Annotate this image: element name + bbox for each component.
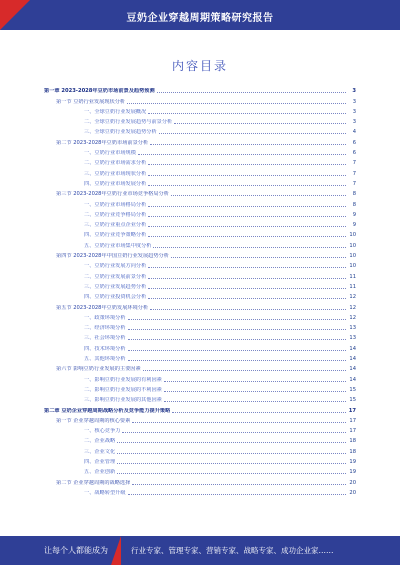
toc-leader-dots xyxy=(171,195,346,196)
toc-entry-label: 第一节 豆奶行业发展现状分析 xyxy=(56,98,126,105)
toc-entry-page: 18 xyxy=(349,438,356,445)
toc-entry[interactable] xyxy=(44,218,356,228)
toc-entry[interactable] xyxy=(44,166,356,176)
toc-entry-label: 第二节 2023-2028年豆奶市场前景分析 xyxy=(56,139,149,146)
toc-entry-page: 14 xyxy=(349,356,356,363)
toc-entry-page: 3 xyxy=(352,119,356,126)
toc-leader-dots xyxy=(128,329,346,330)
toc-leader-dots xyxy=(148,267,346,268)
toc-leader-dots xyxy=(157,92,346,93)
toc-leader-dots xyxy=(171,257,346,258)
toc-entry-page: 8 xyxy=(352,191,356,198)
toc-entry-label: 一、豆奶行业市场规模 xyxy=(84,150,136,157)
toc-entry-page: 6 xyxy=(352,139,356,146)
toc-entry-page: 9 xyxy=(352,211,356,218)
toc-leader-dots xyxy=(150,309,346,310)
toc-entry-label: 第一章 2023-2028年豆奶市场前景及趋势预测 xyxy=(44,88,155,95)
toc-leader-dots xyxy=(150,144,346,145)
toc-entry-label: 一、核心竞争力 xyxy=(84,428,121,435)
toc-entry-label: 第二章 豆奶企业穿越周期战略分析及竞争能力提升策略 xyxy=(44,407,171,414)
footer-red-divider xyxy=(111,536,121,565)
toc-entry-label: 二、全球豆奶行业发展趋势与前景分析 xyxy=(84,119,173,126)
toc-entry-label: 三、豆奶行业市场现状分析 xyxy=(84,170,147,177)
toc-entry-label: 四、豆奶行业市场发展分析 xyxy=(84,180,147,187)
toc-entry-page: 20 xyxy=(349,479,356,486)
page-header xyxy=(0,0,400,30)
toc-entry-page: 7 xyxy=(352,180,356,187)
toc-entry-label: 第六节 影响豆奶行业发展的主要因素 xyxy=(56,366,141,373)
toc-leader-dots xyxy=(148,113,346,114)
toc-entry-label: 三、影响豆奶行业发展的其他因素 xyxy=(84,397,162,404)
toc-leader-dots xyxy=(159,133,346,134)
toc-leader-dots xyxy=(128,319,346,320)
toc-entry[interactable] xyxy=(44,455,356,465)
toc-leader-dots xyxy=(117,442,346,443)
toc-entry-label: 四、豆奶行业投资机会分析 xyxy=(84,294,147,301)
toc-entry[interactable] xyxy=(44,115,356,125)
toc-leader-dots xyxy=(143,370,346,371)
toc-leader-dots xyxy=(148,226,346,227)
toc-leader-dots xyxy=(164,391,346,392)
toc-entry-label: 二、豆奶行业竞争格局分析 xyxy=(84,211,147,218)
toc-leader-dots xyxy=(172,412,346,413)
toc-entry-label: 五、豆奶行业市场集中度分析 xyxy=(84,242,152,249)
toc-leader-dots xyxy=(148,175,346,176)
toc-entry-label: 五、企业创新 xyxy=(84,469,116,476)
toc-leader-dots xyxy=(148,278,346,279)
toc-entry[interactable] xyxy=(44,249,356,259)
toc-entry-label: 三、豆奶行业重点企业分析 xyxy=(84,222,147,229)
toc-entry[interactable] xyxy=(44,84,356,94)
toc-leader-dots xyxy=(122,432,346,433)
toc-entry-page: 12 xyxy=(349,294,356,301)
toc-leader-dots xyxy=(117,473,346,474)
toc-entry-page: 3 xyxy=(352,88,356,95)
toc-leader-dots xyxy=(148,298,346,299)
toc-entry-page: 10 xyxy=(349,242,356,249)
toc-entry-label: 二、豆奶行业市场需求分析 xyxy=(84,160,147,167)
toc-entry-page: 9 xyxy=(352,222,356,229)
toc-entry[interactable] xyxy=(44,300,356,310)
toc-entry-page: 17 xyxy=(349,428,356,435)
toc-leader-dots xyxy=(148,236,346,237)
toc-entry-page: 10 xyxy=(349,253,356,260)
toc-entry-page: 11 xyxy=(349,273,356,280)
toc-entry[interactable] xyxy=(44,475,356,485)
toc-leader-dots xyxy=(132,422,346,423)
toc-entry[interactable] xyxy=(44,465,356,475)
toc-entry-label: 一、豆奶行业发展方向分析 xyxy=(84,263,147,270)
toc-entry[interactable] xyxy=(44,177,356,187)
toc-entry-label: 一、战略转型升级 xyxy=(84,489,126,496)
toc-entry[interactable] xyxy=(44,372,356,382)
toc-entry-label: 四、技术环境分析 xyxy=(84,345,126,352)
toc-entry-label: 第五节 2023-2028年豆奶发展环境分析 xyxy=(56,304,149,311)
toc-entry-label: 二、豆奶行业发展前景分析 xyxy=(84,273,147,280)
toc-entry[interactable] xyxy=(44,362,356,372)
toc-leader-dots xyxy=(148,288,346,289)
toc-entry-label: 一、政策环境分析 xyxy=(84,314,126,321)
toc-entry-page: 8 xyxy=(352,201,356,208)
toc-entry[interactable] xyxy=(44,393,356,403)
toc-entry-label: 四、企业管理 xyxy=(84,458,116,465)
toc-entry-label: 第一节 企业穿越周期的核心要素 xyxy=(56,417,131,424)
table-of-contents xyxy=(44,84,356,496)
toc-leader-dots xyxy=(164,381,346,382)
toc-entry-page: 3 xyxy=(352,108,356,115)
toc-entry[interactable] xyxy=(44,403,356,413)
toc-leader-dots xyxy=(148,164,346,165)
toc-entry-page: 7 xyxy=(352,160,356,167)
toc-entry[interactable] xyxy=(44,321,356,331)
footer-roles: 行业专家、管理专家、营销专家、战略专家、成功企业家…… xyxy=(131,546,334,555)
toc-entry-label: 三、豆奶行业发展趋势分析 xyxy=(84,283,147,290)
toc-entry[interactable] xyxy=(44,146,356,156)
toc-leader-dots xyxy=(148,185,346,186)
toc-entry-page: 10 xyxy=(349,232,356,239)
toc-leader-dots xyxy=(128,339,346,340)
toc-entry-page: 4 xyxy=(352,129,356,136)
report-title: 豆奶企业穿越周期策略研究报告 xyxy=(126,13,274,24)
toc-entry-page: 19 xyxy=(349,469,356,476)
toc-entry-label: 第二节 企业穿越周期的战略选择 xyxy=(56,479,131,486)
toc-entry-label: 一、影响豆奶行业发展的有利因素 xyxy=(84,376,162,383)
toc-title: 内容目录 xyxy=(171,59,228,73)
toc-entry[interactable] xyxy=(44,280,356,290)
toc-entry-page: 15 xyxy=(349,397,356,404)
toc-entry-page: 12 xyxy=(349,304,356,311)
toc-entry-page: 3 xyxy=(352,98,356,105)
toc-entry-label: 第三节 2023-2028年豆奶行业市场竞争格局分析 xyxy=(56,191,169,198)
toc-entry-label: 二、影响豆奶行业发展的不利因素 xyxy=(84,386,162,393)
toc-entry[interactable] xyxy=(44,311,356,321)
toc-entry[interactable] xyxy=(44,197,356,207)
toc-entry-page: 13 xyxy=(349,325,356,332)
toc-entry[interactable] xyxy=(44,414,356,424)
toc-entry-label: 二、经济环境分析 xyxy=(84,325,126,332)
toc-entry[interactable] xyxy=(44,331,356,341)
toc-entry[interactable] xyxy=(44,125,356,135)
toc-entry-page: 17 xyxy=(348,407,356,414)
toc-entry-label: 二、企业战略 xyxy=(84,438,116,445)
footer-slogan: 让每个人都能成为 xyxy=(44,546,108,555)
toc-entry-page: 19 xyxy=(349,458,356,465)
toc-entry[interactable] xyxy=(44,105,356,115)
toc-leader-dots xyxy=(164,401,346,402)
toc-leader-dots xyxy=(148,216,346,217)
toc-entry-page: 10 xyxy=(349,263,356,270)
toc-entry-page: 14 xyxy=(349,345,356,352)
toc-leader-dots xyxy=(132,484,346,485)
toc-entry-label: 四、豆奶行业竞争策略分析 xyxy=(84,232,147,239)
toc-entry-label: 一、豆奶行业市场格局分析 xyxy=(84,201,147,208)
toc-entry[interactable] xyxy=(44,383,356,393)
toc-entry[interactable] xyxy=(44,352,356,362)
toc-entry-page: 12 xyxy=(349,314,356,321)
toc-entry-page: 7 xyxy=(352,170,356,177)
toc-entry-page: 15 xyxy=(349,386,356,393)
toc-entry[interactable] xyxy=(44,187,356,197)
toc-entry[interactable] xyxy=(44,341,356,351)
toc-leader-dots xyxy=(127,103,346,104)
toc-entry-page: 14 xyxy=(349,366,356,373)
toc-leader-dots xyxy=(174,123,346,124)
toc-leader-dots xyxy=(128,360,346,361)
toc-leader-dots xyxy=(128,494,346,495)
toc-entry-label: 三、社会环境分析 xyxy=(84,335,126,342)
toc-entry-page: 13 xyxy=(349,335,356,342)
toc-entry-label: 三、企业文化 xyxy=(84,448,116,455)
toc-entry-page: 14 xyxy=(349,376,356,383)
toc-leader-dots xyxy=(117,463,346,464)
toc-leader-dots xyxy=(128,350,346,351)
toc-entry[interactable] xyxy=(44,228,356,238)
toc-entry-page: 18 xyxy=(349,448,356,455)
toc-entry[interactable] xyxy=(44,259,356,269)
footer-divider-cut xyxy=(121,536,129,565)
toc-entry-label: 一、全球豆奶行业发展概况 xyxy=(84,108,147,115)
toc-entry[interactable] xyxy=(44,434,356,444)
toc-entry[interactable] xyxy=(44,135,356,145)
toc-leader-dots xyxy=(138,154,346,155)
toc-entry[interactable] xyxy=(44,94,356,104)
toc-entry-page: 11 xyxy=(349,283,356,290)
toc-entry[interactable] xyxy=(44,424,356,434)
toc-entry[interactable] xyxy=(44,486,356,496)
toc-entry-page: 6 xyxy=(352,150,356,157)
toc-entry-label: 五、其他环境分析 xyxy=(84,356,126,363)
toc-entry[interactable] xyxy=(44,208,356,218)
toc-entry[interactable] xyxy=(44,238,356,248)
toc-entry-label: 第四节 2023-2028年中国豆奶行业发展趋势分析 xyxy=(56,253,169,260)
toc-leader-dots xyxy=(148,206,346,207)
toc-leader-dots xyxy=(153,247,346,248)
toc-leader-dots xyxy=(117,453,346,454)
toc-entry[interactable] xyxy=(44,156,356,166)
toc-entry-label: 三、全球豆奶行业发展趋势分析 xyxy=(84,129,157,136)
toc-entry[interactable] xyxy=(44,444,356,454)
toc-entry[interactable] xyxy=(44,290,356,300)
toc-entry-page: 20 xyxy=(349,489,356,496)
page-footer xyxy=(0,536,400,565)
toc-entry[interactable] xyxy=(44,269,356,279)
toc-entry-page: 17 xyxy=(349,417,356,424)
